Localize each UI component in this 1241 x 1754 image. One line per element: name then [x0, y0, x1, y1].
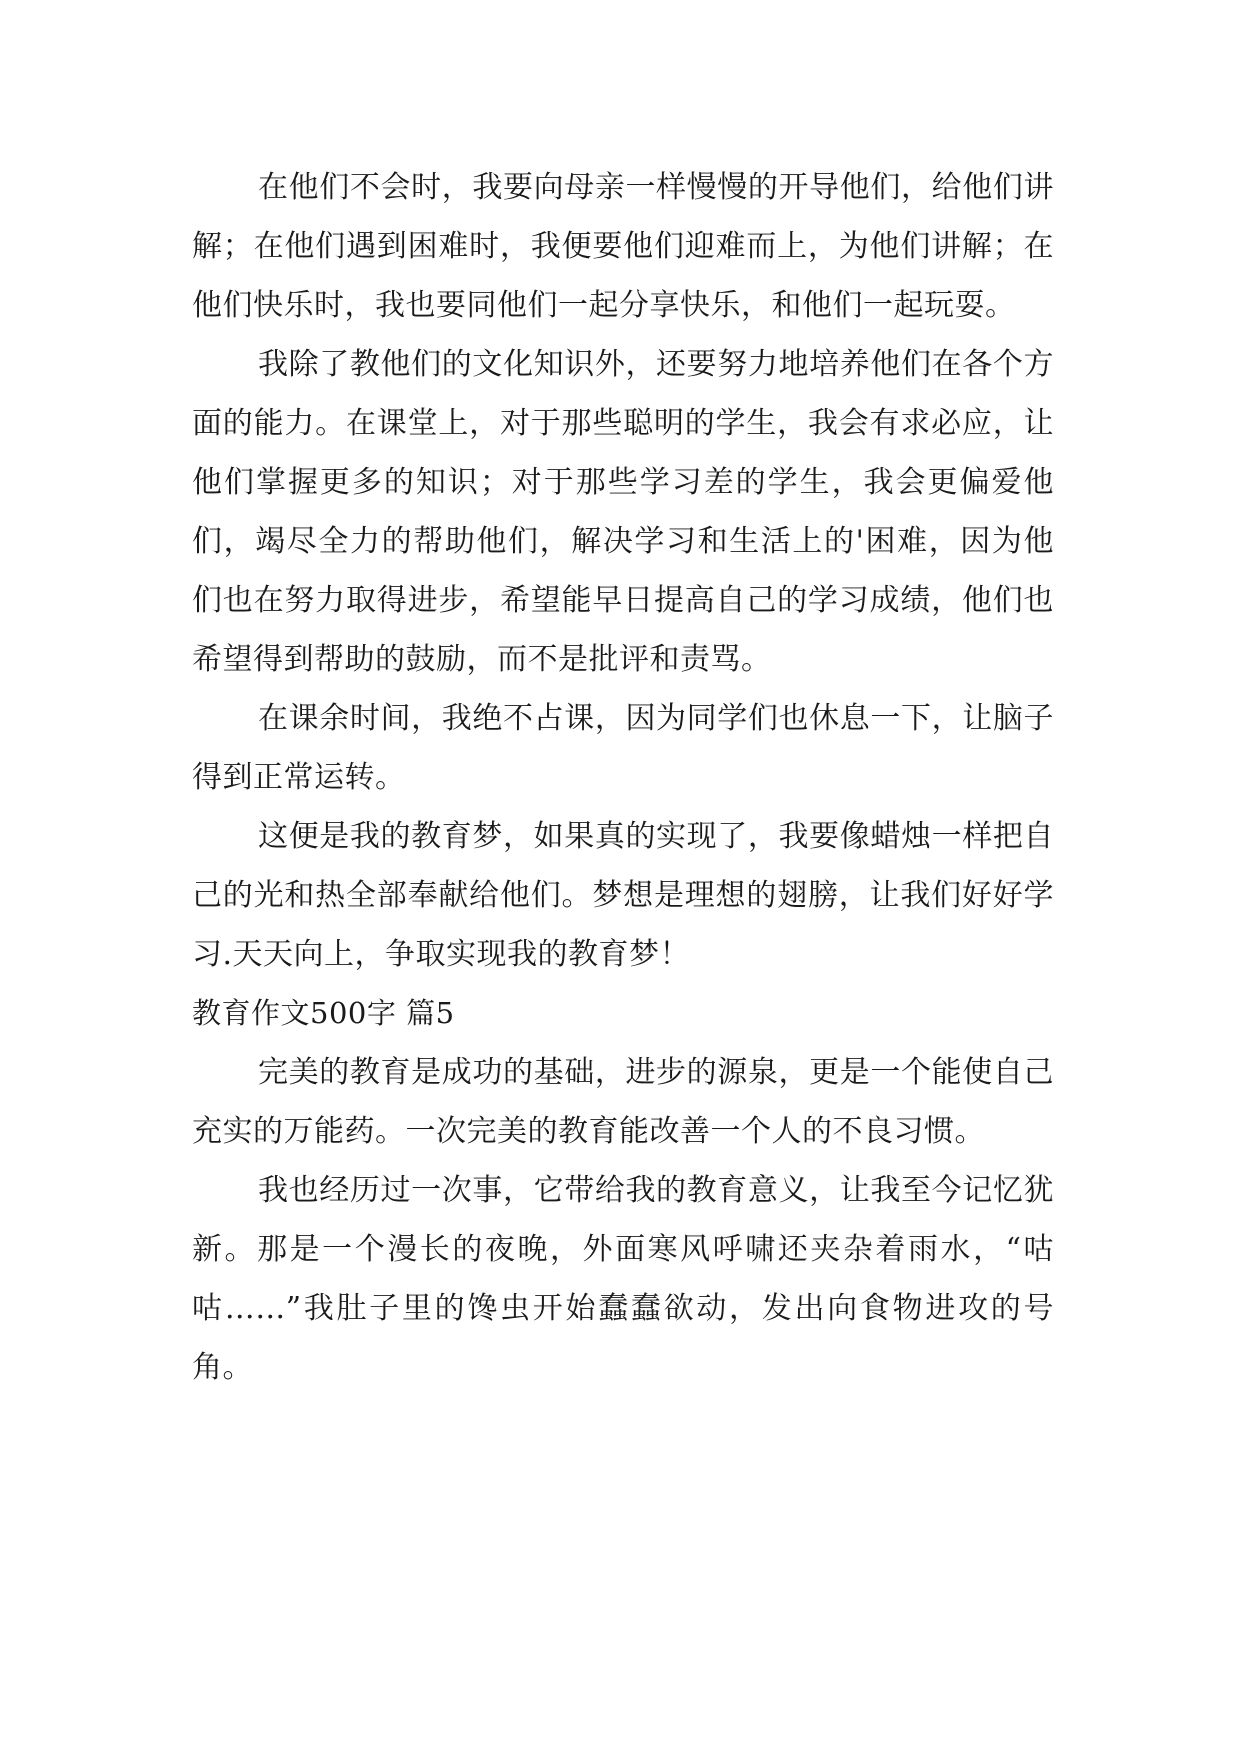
- paragraph-4: 这便是我的教育梦，如果真的实现了，我要像蜡烛一样把自己的光和热全部奉献给他们。梦想是理想的翅膀，让我们好好学习.天天向上，争取实现我的教育梦！: [192, 819, 1054, 972]
- paragraph-5: 完美的教育是成功的基础，进步的源泉，更是一个能使自己充实的万能药。一次完美的教育能改善一个人的不良习惯。: [192, 1055, 1054, 1149]
- document-body: [192, 158, 1054, 1397]
- paragraph-6: 我也经历过一次事，它带给我的教育意义，让我至今记忆犹新。那是一个漫长的夜晚，外面寒风呼啸还夹杂着雨水，“咕咕……”我肚子里的馋虫开始蠢蠢欲动，发出向食物进攻的号角。: [192, 1173, 1054, 1385]
- paragraph-3: 在课余时间，我绝不占课，因为同学们也休息一下，让脑子得到正常运转。: [192, 701, 1054, 795]
- section-heading: 教育作文500字 篇5: [192, 996, 455, 1030]
- paragraph-2: 我除了教他们的文化知识外，还要努力地培养他们在各个方面的能力。在课堂上，对于那些聪明的学生，我会有求必应，让他们掌握更多的知识；对于那些学习差的学生，我会更偏爱他们，竭尽全力的帮助他们，解决学习和生活上的'困难，因为他们也在努力取得进步，希望能早日提高自己的学习成绩，他们也希望得到帮助的鼓励，而不是批评和责骂。: [192, 347, 1054, 677]
- paragraph-1: 在他们不会时，我要向母亲一样慢慢的开导他们，给他们讲解；在他们遇到困难时，我便要他们迎难而上，为他们讲解；在他们快乐时，我也要同他们一起分享快乐，和他们一起玩耍。: [192, 170, 1054, 323]
